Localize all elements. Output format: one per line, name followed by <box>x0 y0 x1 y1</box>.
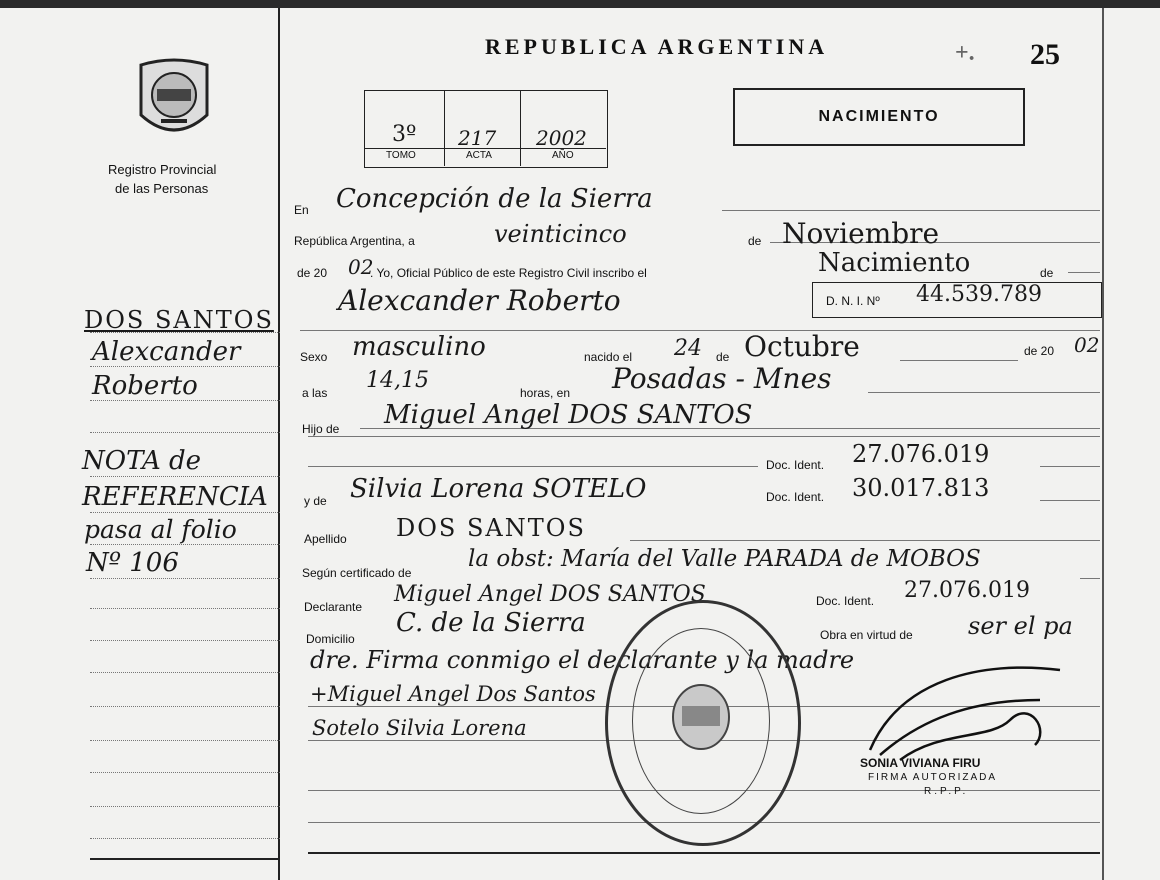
row-line <box>1068 272 1100 273</box>
child-name-value: Alexcander Roberto <box>338 284 621 317</box>
doc-label-father: Doc. Ident. <box>766 458 825 472</box>
tomo-value: 3º <box>392 122 417 147</box>
year-value-b: 02 <box>1074 333 1100 357</box>
margin-rule <box>90 858 280 860</box>
official-name: SONIA VIVIANA FIRU <box>860 756 981 770</box>
de3-label: de <box>716 350 730 364</box>
registry-name-line2: de las Personas <box>115 181 209 196</box>
record-box-divider <box>520 90 521 166</box>
segun-label: Según certificado de <box>302 566 412 580</box>
acta-value: 217 <box>458 126 497 150</box>
year-label-a: de 20 <box>297 266 328 280</box>
margin-rule <box>90 772 280 773</box>
act-type-value: Nacimiento <box>818 248 971 278</box>
signature-mother: Sotelo Silvia Lorena <box>312 716 527 740</box>
registry-name-line1: Registro Provincial <box>108 162 217 177</box>
dni-value: 44.539.789 <box>916 282 1042 307</box>
obra-value-2: dre. Firma conmigo el declarante y la madre <box>310 646 855 674</box>
horas-label: horas, en <box>520 386 571 400</box>
row-line <box>1040 466 1100 467</box>
year-value-a: 02 <box>348 255 374 279</box>
father-doc-value: 27.076.019 <box>852 440 990 468</box>
official-signature-scribble <box>860 660 1070 770</box>
declarante-value: Miguel Angel DOS SANTOS <box>394 582 706 607</box>
doc-label-mother: Doc. Ident. <box>766 490 825 504</box>
certificado-value: la obst: María del Valle PARADA de MOBOS <box>468 546 981 572</box>
birth-day-value: 24 <box>674 336 702 361</box>
hour-value: 14,15 <box>366 368 429 393</box>
en-label: En <box>294 203 309 217</box>
official-title: FIRMA AUTORIZADA <box>868 772 998 783</box>
tomo-label: TOMO <box>386 150 416 161</box>
official-sub: R.P.P. <box>924 786 969 797</box>
row-line <box>630 540 1100 541</box>
country-title: REPUBLICA ARGENTINA <box>485 34 829 59</box>
ano-label: AÑO <box>552 150 574 161</box>
birth-month-value: Octubre <box>744 330 860 363</box>
top-edge <box>0 0 1160 8</box>
stray-mark: +. <box>955 40 975 66</box>
declarante-doc-value: 27.076.019 <box>904 578 1030 603</box>
record-type: NACIMIENTO <box>818 108 940 125</box>
republica-label: República Argentina, a <box>294 234 415 248</box>
mother-doc-value: 30.017.813 <box>852 474 990 502</box>
margin-rule <box>90 544 280 545</box>
row-line <box>308 466 758 467</box>
margin-given-name-1: Alexcander <box>92 337 241 367</box>
ano-value: 2002 <box>536 126 587 150</box>
inscribo-label: . Yo, Oficial Público de este Registro Civil inscribo el <box>370 266 647 280</box>
mother-value: Silvia Lorena SOTELO <box>350 474 647 504</box>
margin-rule <box>90 740 280 741</box>
record-box-divider <box>444 90 445 166</box>
margin-rule <box>90 578 280 579</box>
row-line <box>900 360 1018 361</box>
sexo-label: Sexo <box>300 350 328 364</box>
row-line <box>1080 578 1100 579</box>
day-value: veinticinco <box>494 220 627 248</box>
signature-father: +Miguel Angel Dos Santos <box>310 682 596 706</box>
margin-rule <box>90 706 280 707</box>
margin-rule <box>90 672 280 673</box>
row-line <box>1040 500 1100 501</box>
right-edge-line <box>1102 8 1104 880</box>
doc-label-declarante: Doc. Ident. <box>816 594 875 608</box>
margin-note-line2: REFERENCIA <box>82 482 268 512</box>
form-number: 25 <box>1030 38 1060 71</box>
row-line <box>868 392 1100 393</box>
domicilio-label: Domicilio <box>306 632 355 646</box>
margin-rule <box>90 432 280 433</box>
left-column-divider <box>278 8 280 880</box>
dni-label: D. N. I. Nº <box>826 294 880 308</box>
margin-note-line4: Nº 106 <box>86 548 179 578</box>
domicilio-value: C. de la Sierra <box>396 608 586 638</box>
margin-rule <box>90 608 280 609</box>
margin-rule <box>90 476 280 477</box>
row-line <box>308 436 1100 437</box>
margin-given-name-2: Roberto <box>92 371 198 401</box>
provincial-seal-icon <box>133 55 215 145</box>
nacido-label: nacido el <box>584 350 633 364</box>
sexo-value: masculino <box>352 332 486 362</box>
apellido-label: Apellido <box>304 532 347 546</box>
margin-rule <box>90 806 280 807</box>
row-line <box>308 852 1100 854</box>
de2-label: de <box>1040 266 1054 280</box>
month-value: Noviembre <box>782 217 940 250</box>
row-line <box>722 210 1100 211</box>
margin-surname: DOS SANTOS <box>84 306 274 334</box>
alas-label: a las <box>302 386 328 400</box>
row-line <box>300 330 1100 331</box>
acta-label: ACTA <box>466 150 492 161</box>
obra-label: Obra en virtud de <box>820 628 913 642</box>
birth-place-value: Posadas - Mnes <box>612 362 832 395</box>
margin-rule <box>90 640 280 641</box>
apellido-value: DOS SANTOS <box>396 514 586 542</box>
margin-rule <box>90 838 280 839</box>
de-label: de <box>748 234 762 248</box>
margin-note-line1: NOTA de <box>82 446 202 476</box>
hijo-label: Hijo de <box>302 422 340 436</box>
place-value: Concepción de la Sierra <box>336 184 653 214</box>
declarante-label: Declarante <box>304 600 363 614</box>
margin-note-line3: pasa al folio <box>84 515 237 544</box>
father-value: Miguel Angel DOS SANTOS <box>384 400 753 430</box>
record-type-box <box>733 88 1025 146</box>
obra-value-1: ser el pa <box>968 612 1073 640</box>
margin-rule <box>90 512 280 513</box>
year-label-b: de 20 <box>1024 344 1055 358</box>
yde-label: y de <box>304 494 327 508</box>
seal-emblem-icon <box>668 680 734 754</box>
